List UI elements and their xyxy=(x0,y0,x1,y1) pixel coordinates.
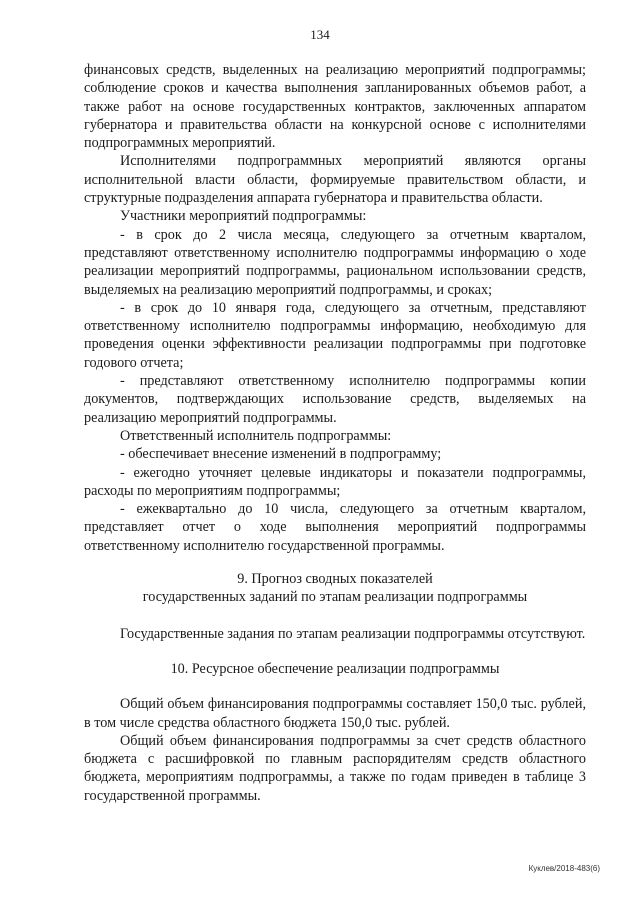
document-body xyxy=(84,61,586,805)
list-item: - обеспечивает внесение изменений в подпрограмму; xyxy=(120,446,442,463)
section-10-heading: 10. Ресурсное обеспечение реализации подпрограммы xyxy=(170,660,500,677)
footer-code: Куклев/2018-483(6) xyxy=(528,864,600,873)
list-item: - ежеквартально до 10 числа, следующего за отчетным кварталом, представляет отчет о ходе выполнения мероприятий подпрограммы ответственному исполнителю государственной программы. xyxy=(84,501,586,554)
paragraph: Исполнителями подпрограммных мероприятий являются органы исполнительной власти области, формируемые правительством области, и структурные подразделения аппарата губернатора и правительства области. xyxy=(84,153,586,207)
paragraph: финансовых средств, выделенных на реализацию мероприятий подпрограммы; соблюдение сроков и качества выполнения запланированных объемов работ, а также работ на основе государственных контрактов, заключенных аппаратом губернатора и правительства области на конкурсной основе с исполнителями подпрограммных мероприятий. xyxy=(84,62,586,152)
section-9-text: Государственные задания по этапам реализации подпрограммы отсутствуют. xyxy=(120,625,586,642)
paragraph: Участники мероприятий подпрограммы: xyxy=(120,208,367,225)
list-item: - в срок до 10 января года, следующего за отчетным, представляют ответственному исполнителю подпрограммы информацию, необходимую для проведения оценки эффективности реализации подпрограммы при подготовке годового отчета; xyxy=(84,299,586,371)
section-10-paragraph-1: Общий объем финансирования подпрограммы составляет 150,0 тыс. рублей, в том числе средства областного бюджета 150,0 тыс. рублей. xyxy=(84,696,586,731)
section-9-heading-line-1: 9. Прогноз сводных показателей xyxy=(237,571,433,588)
list-item: - представляют ответственному исполнителю подпрограммы копии документов, подтверждающих использование средств, выделяемых на реализацию мероприятий подпрограммы. xyxy=(84,373,586,426)
paragraph: Ответственный исполнитель подпрограммы: xyxy=(120,427,392,444)
section-10-paragraph-2: Общий объем финансирования подпрограммы за счет средств областного бюджета с расшифровкой по главным распорядителям средств областного бюджета, мероприятиям подпрограммы, а также по годам приведен в таблице 3 государственной программы. xyxy=(84,732,586,804)
list-item: - в срок до 2 числа месяца, следующего за отчетным кварталом, представляют ответственному исполнителю подпрограммы информацию о ходе реализации мероприятий подпрограммы, рациональном использовании средств, выделяемых на реализацию мероприятий подпрограммы, и сроках; xyxy=(84,226,586,298)
page-number: 134 xyxy=(310,27,330,42)
section-9-heading-line-2: государственных заданий по этапам реализации подпрограммы xyxy=(142,589,528,606)
list-item: - ежегодно уточняет целевые индикаторы и показатели подпрограммы, расходы по мероприятиям подпрограммы; xyxy=(84,464,586,499)
